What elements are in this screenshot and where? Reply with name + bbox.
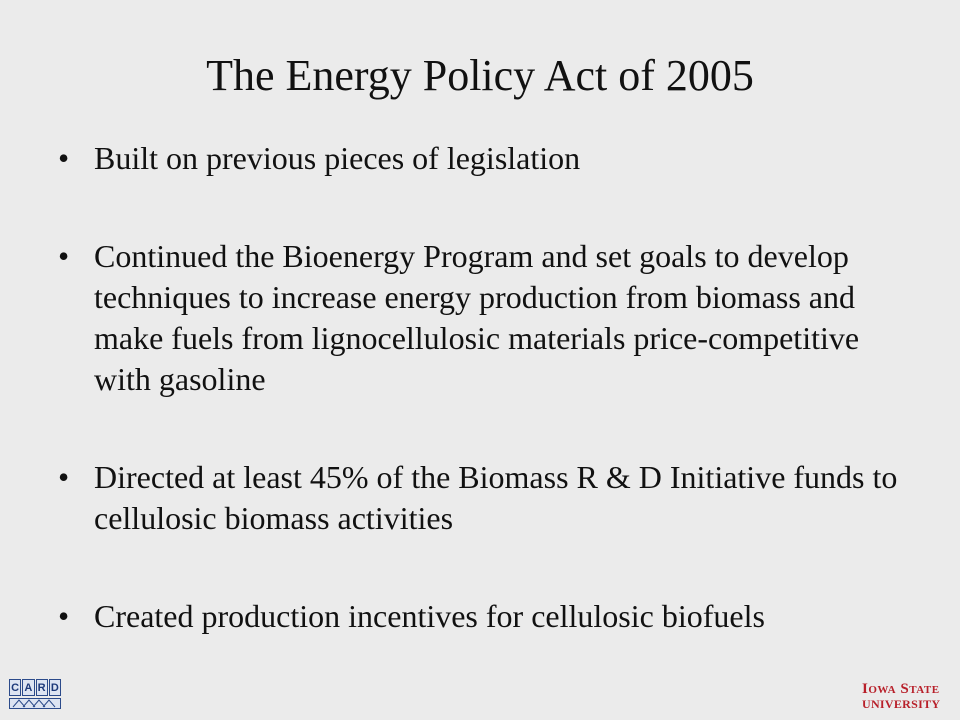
bullet-text: Built on previous pieces of legislation	[94, 140, 581, 176]
card-logo-mark-icon	[9, 698, 61, 709]
bullet-item	[56, 236, 916, 400]
bullet-list	[56, 138, 916, 637]
bullet-item	[56, 596, 916, 637]
bullet-text: Created production incentives for cellulosic biofuels	[94, 598, 765, 634]
bullet-text: Continued the Bioenergy Program and set goals to develop techniques to increase energy production from biomass and make fuels from lignocellulosic materials price-competitive with gasoline	[94, 238, 860, 397]
isu-logo-line1: Iowa State	[862, 681, 940, 697]
card-logo-letter: D	[49, 679, 61, 696]
bullet-dot: •	[58, 598, 70, 634]
isu-logo	[862, 682, 952, 714]
bullet-dot: •	[58, 459, 70, 495]
bullet-item	[56, 138, 916, 179]
bullet-dot: •	[58, 238, 70, 274]
card-logo-letters	[9, 679, 61, 696]
isu-logo-line2: UNIVERSITY	[862, 697, 941, 711]
card-logo-letter: C	[9, 679, 21, 696]
bullet-dot: •	[58, 140, 70, 176]
slide-title: The Energy Policy Act of 2005	[206, 51, 754, 100]
card-logo	[9, 679, 61, 709]
bullet-item	[56, 457, 916, 539]
card-logo-letter: A	[22, 679, 34, 696]
bullet-text: Directed at least 45% of the Biomass R & D Initiative funds to cellulosic biomass activities	[94, 459, 898, 536]
card-logo-letter: R	[36, 679, 48, 696]
